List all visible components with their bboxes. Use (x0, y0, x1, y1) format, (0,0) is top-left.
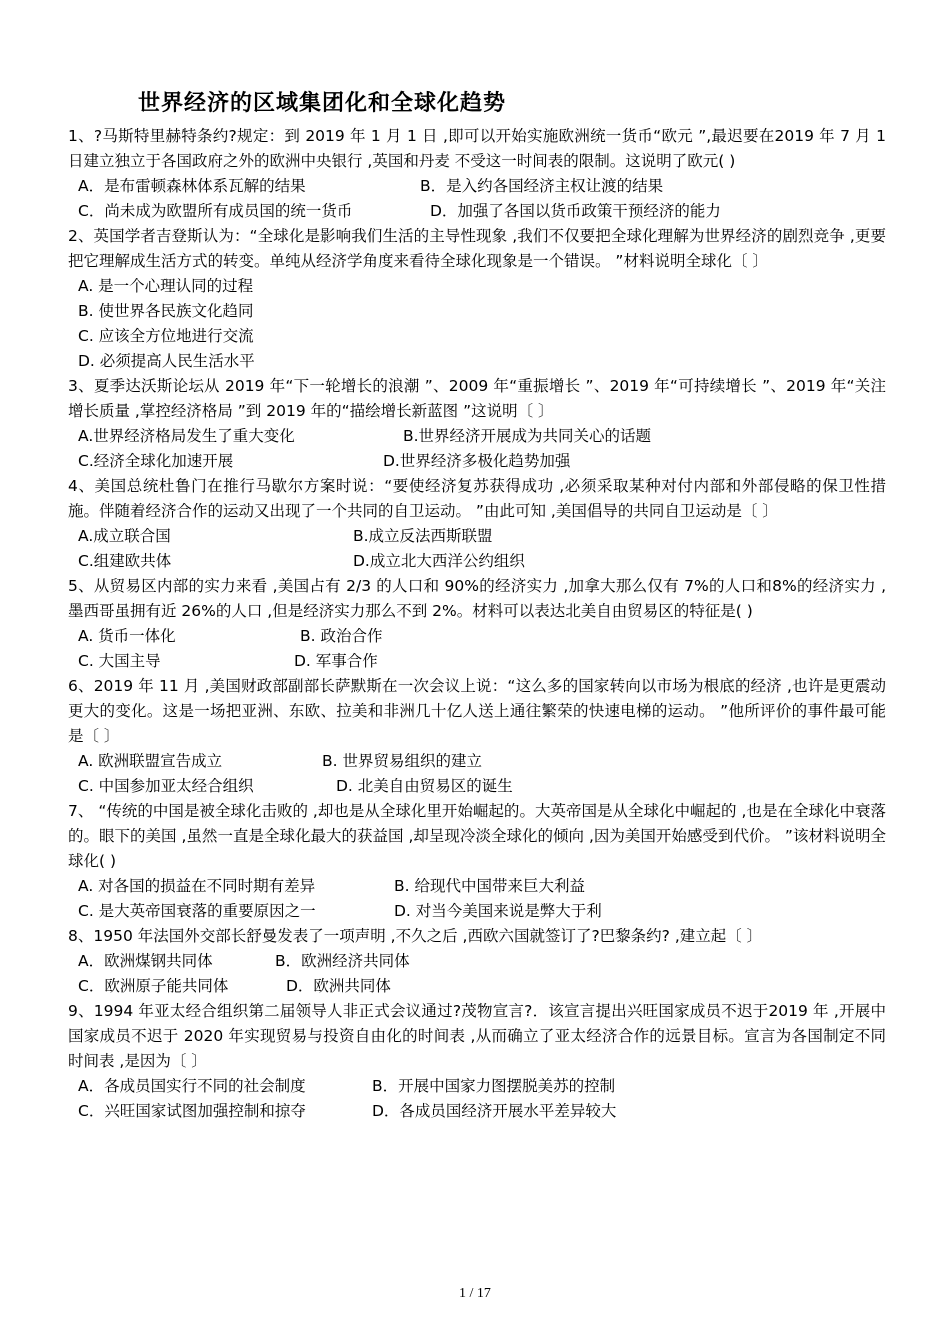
option-d: D. 对当今美国来说是弊大于利 (394, 902, 602, 920)
options (68, 274, 886, 374)
question-7 (68, 799, 886, 924)
question-8 (68, 924, 886, 999)
option-d: D．加强了各国以货币政策干预经济的能力 (430, 202, 721, 220)
option-b: B.世界经济开展成为共同关心的话题 (403, 427, 652, 445)
option-c: C．欧洲原子能共同体 (78, 977, 229, 995)
option-d: D.世界经济多极化趋势加强 (383, 452, 571, 470)
question-6 (68, 674, 886, 799)
options (68, 524, 886, 574)
option-d: D.成立北大西洋公约组织 (353, 552, 525, 570)
options (68, 949, 886, 999)
option-a: A. 货币一体化 (78, 627, 176, 645)
question-3 (68, 374, 886, 474)
option-a: A．各成员国实行不同的社会制度 (78, 1077, 306, 1095)
option-c: C.组建欧共体 (78, 552, 172, 570)
option-b: B. 使世界各民族文化趋同 (78, 302, 254, 320)
question-stem: 6、2019 年 11 月 ,美国财政部副部长萨默斯在一次会议上说：“这么多的国家转向以市场为根底的经济 ,也许是更震动更大的变化。这是一场把亚洲、东欧、拉美和非洲几十亿人送上通往繁荣的快速电梯的运动。 ”他所评价的事件最可能是〔 〕 (68, 677, 886, 745)
option-a: A.成立联合国 (78, 527, 171, 545)
question-list (68, 124, 886, 1124)
option-b: B. 政治合作 (300, 627, 383, 645)
option-d: D. 北美自由贸易区的诞生 (336, 777, 513, 795)
options (68, 174, 886, 224)
options (68, 874, 886, 924)
question-stem: 8、1950 年法国外交部长舒曼发表了一项声明 ,不久之后 ,西欧六国就签订了?巴黎条约? ,建立起〔 〕 (68, 927, 763, 945)
options (68, 424, 886, 474)
question-stem: 5、从贸易区内部的实力来看 ,美国占有 2/3 的人口和 90%的经济实力 ,加拿大那么仅有 7%的人口和8%的经济实力 ,墨西哥虽拥有近 26%的人口 ,但是经济实力那么不到 2%。材料可以表达北美自由贸易区的特征是( ) (68, 577, 886, 620)
option-a: A. 对各国的损益在不同时期有差异 (78, 877, 316, 895)
question-4 (68, 474, 886, 574)
question-2 (68, 224, 886, 374)
option-b: B. 世界贸易组织的建立 (322, 752, 482, 770)
question-stem: 9、1994 年亚太经合组织第二届领导人非正式会议通过?茂物宣言?．该宣言提出兴旺国家成员不迟于2019 年 ,开展中国家成员不迟于 2020 年实现贸易与投资自由化的时间表 ,从而确立了亚太经济合作的远景目标。宣言为各国制定不同时间表 ,是因为〔 〕 (68, 1002, 886, 1070)
option-b: B．欧洲经济共同体 (275, 952, 410, 970)
option-c: C.经济全球化加速开展 (78, 452, 234, 470)
option-a: A．欧洲煤钢共同体 (78, 952, 213, 970)
option-c: C. 大国主导 (78, 652, 161, 670)
option-d: D. 必须提高人民生活水平 (78, 352, 255, 370)
question-stem: 3、夏季达沃斯论坛从 2019 年“下一轮增长的浪潮 ”、2009 年“重振增长 ”、2019 年“可持续增长 ”、2019 年“关注增长质量 ,掌控经济格局 ”到 2019 年的“描绘增长新蓝图 ”这说明〔 〕 (68, 377, 886, 420)
question-5 (68, 574, 886, 674)
option-a: A．是布雷顿森林体系瓦解的结果 (78, 177, 306, 195)
question-stem: 1、?马斯特里赫特条约?规定：到 2019 年 1 月 1 日 ,即可以开始实施欧洲统一货币“欧元 ”,最迟要在2019 年 7 月 1 日建立独立于各国政府之外的欧洲中央银行 ,英国和丹麦 不受这一时间表的限制。这说明了欧元( ) (68, 127, 886, 170)
question-stem: 2、英国学者吉登斯认为：“全球化是影响我们生活的主导性现象 ,我们不仅要把全球化理解为世界经济的剧烈竞争 ,更要把它理解成生活方式的转变。单纯从经济学角度来看待全球化现象是一个错误。 ”材料说明全球化〔 〕 (68, 227, 886, 270)
question-9 (68, 999, 886, 1124)
option-a: A.世界经济格局发生了重大变化 (78, 427, 295, 445)
page-title: 世界经济的区域集团化和全球化趋势 (138, 91, 507, 116)
option-d: D．欧洲共同体 (286, 977, 391, 995)
question-1 (68, 124, 886, 224)
option-c: C. 是大英帝国衰落的重要原因之一 (78, 902, 316, 920)
option-b: B.成立反法西斯联盟 (353, 527, 493, 545)
option-b: B．开展中国家力图摆脱美苏的控制 (372, 1077, 616, 1095)
option-d: D. 军事合作 (294, 652, 378, 670)
option-c: C．兴旺国家试图加强控制和掠夺 (78, 1102, 306, 1120)
page-number: 1 / 17 (459, 1286, 491, 1301)
option-a: A. 欧洲联盟宣告成立 (78, 752, 223, 770)
options (68, 749, 886, 799)
option-c: C. 应该全方位地进行交流 (78, 327, 254, 345)
option-c: C. 中国参加亚太经合组织 (78, 777, 254, 795)
option-d: D．各成员国经济开展水平差异较大 (372, 1102, 617, 1120)
question-stem: 4、美国总统杜鲁门在推行马歇尔方案时说：“要使经济复苏获得成功 ,必须采取某种对付内部和外部侵略的保卫性措施。伴随着经济合作的运动又出现了一个共同的自卫运动。 ”由此可知 ,美国倡导的共同自卫运动是〔 〕 (68, 477, 886, 520)
option-b: B. 给现代中国带来巨大利益 (394, 877, 585, 895)
option-b: B．是入约各国经济主权让渡的结果 (420, 177, 664, 195)
option-c: C．尚未成为欧盟所有成员国的统一货币 (78, 202, 353, 220)
options (68, 624, 886, 674)
option-a: A. 是一个心理认同的过程 (78, 277, 254, 295)
question-stem: 7、 “传统的中国是被全球化击败的 ,却也是从全球化里开始崛起的。大英帝国是从全球化中崛起的 ,也是在全球化中衰落的。眼下的美国 ,虽然一直是全球化最大的获益国 ,却呈现冷淡全球化的倾向 ,因为美国开始感受到代价。 ”该材料说明全球化( ) (68, 802, 886, 870)
options (68, 1074, 886, 1124)
